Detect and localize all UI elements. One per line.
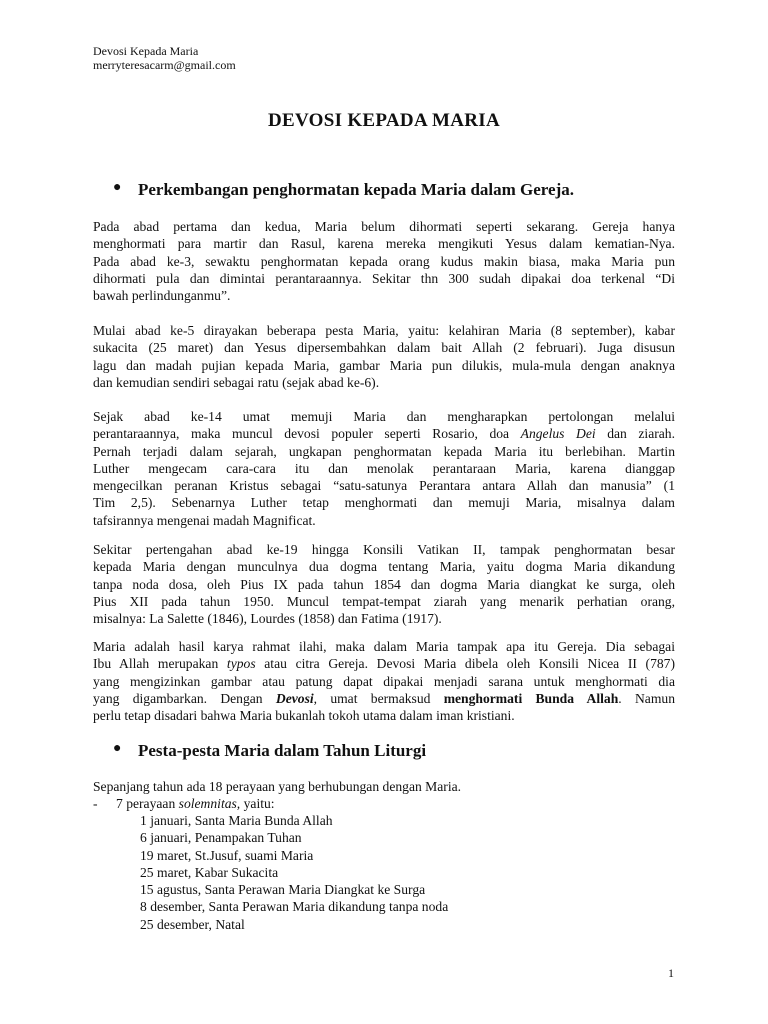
text-run: atau citra Gereja. Devosi Maria dibela oleh Konsili Nicea II (787) <box>255 656 676 672</box>
bold-phrase: menghormati Bunda Allah <box>443 690 619 706</box>
paragraph-line: menghormati para martir dan Rasul, karena mereka mengikuti Yesus dalam kematian-Nya. <box>93 236 675 252</box>
paragraph-line: dihormati pula dan dimintai perantaraannya. Sekitar thn 300 sudah dipakai doa terkenal “Di <box>93 270 675 286</box>
list-intro: Sepanjang tahun ada 18 perayaan yang berhubungan dengan Maria. <box>93 779 462 794</box>
text-run: Ibu Allah merupakan <box>93 656 227 672</box>
paragraph-line: tafsirannya mengenai madah Magnificat. <box>93 512 316 528</box>
paragraph-line <box>93 690 675 707</box>
feast-item: 15 agustus, Santa Perawan Maria Diangkat ke Surga <box>140 882 426 898</box>
section-heading-text: Perkembangan penghormatan kepada Maria dalam Gereja. <box>138 180 575 199</box>
feast-list <box>140 812 448 933</box>
text-run: yaitu: <box>240 796 275 811</box>
list-item <box>93 795 275 812</box>
paragraph-line: Maria adalah hasil karya rahmat ilahi, maka dalam Maria tampak apa itu Gereja. Dia sebagai <box>93 639 675 654</box>
paragraph-line: Pius XII pada tahun 1950. Muncul tempat-tempat ziarah yang menarik perhatian orang, <box>93 593 675 609</box>
section-heading-text: Pesta-pesta Maria dalam Tahun Liturgi <box>138 741 427 760</box>
paragraph-line: kepada Maria dengan munculnya dua dogma tentang Maria, yaitu dogma Maria dikandung <box>93 559 675 575</box>
paragraph-3 <box>93 408 675 529</box>
text-run: , umat bermaksud <box>313 690 444 706</box>
paragraph-line: Tim 2,5). Sebenarnya Luther tetap menghormati dan memuji Maria, misalnya dalam <box>93 495 675 511</box>
bullet-icon: ● <box>113 741 122 756</box>
bold-italic-term: Devosi <box>275 690 314 706</box>
paragraph-line <box>93 655 675 672</box>
paragraph-1 <box>93 218 675 304</box>
text-run: dan ziarah. <box>595 426 675 442</box>
paragraph-line: Mulai abad ke-5 dirayakan beberapa pesta Maria, yaitu: kelahiran Maria (8 september), kabar <box>93 323 675 338</box>
paragraph-5 <box>93 638 675 724</box>
paragraph-line: Pernah terjadi dalam sejarah, ungkapan penghormatan kepada Maria itu berlebihan. Martin <box>93 443 675 459</box>
bullet-icon: ● <box>113 180 122 195</box>
paragraph-line: Pada abad ke-3, sewaktu penghormatan kepada orang kudus makin biasa, maka Maria pun <box>93 253 675 269</box>
italic-term: Angelus Dei <box>520 426 596 442</box>
feast-item: 25 desember, Natal <box>140 916 245 932</box>
paragraph-2 <box>93 322 675 391</box>
paragraph-line: bawah perlindunganmu”. <box>93 288 231 304</box>
paragraph-4 <box>93 541 675 627</box>
paragraph-line: Luther mengecam cara-cara itu dan menolak perantaraan Maria, karena dianggap <box>93 460 675 476</box>
running-header <box>93 44 236 72</box>
feast-item: 1 januari, Santa Maria Bunda Allah <box>140 813 333 828</box>
paragraph-line: Pada abad pertama dan kedua, Maria belum dihormati seperti sekarang. Gereja hanya <box>93 219 675 234</box>
header-email: merryteresacarm@gmail.com <box>93 58 236 72</box>
paragraph-line: lagu dan madah pujian kepada Maria, gambar Maria pun dilukis, mula-mula dengan anaknya <box>93 357 675 373</box>
section-heading-2 <box>113 741 427 761</box>
page-title: DEVOSI KEPADA MARIA <box>268 110 500 131</box>
paragraph-line <box>93 425 675 442</box>
text-run: . Namun <box>618 690 675 706</box>
feast-item: 19 maret, St.Jusuf, suami Maria <box>140 847 314 863</box>
section-heading-1 <box>113 180 575 200</box>
paragraph-line: Sejak abad ke-14 umat memuji Maria dan mengharapkan pertolongan melalui <box>93 409 675 424</box>
page-number: 1 <box>668 966 674 980</box>
italic-term: typos <box>226 656 256 672</box>
paragraph-line: Sekitar pertengahan abad ke-19 hingga Konsili Vatikan II, tampak penghormatan besar <box>93 542 675 557</box>
header-doc-title: Devosi Kepada Maria <box>93 44 199 58</box>
feast-item: 8 desember, Santa Perawan Maria dikandung tanpa noda <box>140 899 449 915</box>
paragraph-line: perlu tetap disadari bahwa Maria bukanlah tokoh utama dalam iman kristiani. <box>93 708 515 724</box>
paragraph-line: mengecilkan peranan Kristus sebagai “satu-satunya Perantara antara Allah dan manusia” (1 <box>93 478 675 494</box>
text-run: perantaraannya, maka muncul devosi populer seperti Rosario, doa <box>93 426 521 442</box>
paragraph-line: sukacita (25 maret) dan Yesus dipersembahkan dalam bait Allah (2 februari). Juga disusun <box>93 340 675 356</box>
feast-item: 25 maret, Kabar Sukacita <box>140 864 279 880</box>
dash-marker: - <box>93 796 98 811</box>
paragraph-line: yang mengizinkan gambar atau patung dapat dipakai menjadi sarana untuk menghormati dia <box>93 673 675 689</box>
italic-term: solemnitas, <box>178 796 241 811</box>
paragraph-line: dan kemudian sendiri sebagai ratu (sejak abad ke-6). <box>93 374 380 390</box>
text-run: 7 perayaan <box>116 796 179 811</box>
paragraph-line: misalnya: La Salette (1846), Lourdes (1858) dan Fatima (1917). <box>93 611 442 627</box>
feast-item: 6 januari, Penampakan Tuhan <box>140 830 302 846</box>
text-run: yang digambarkan. Dengan <box>93 690 276 706</box>
paragraph-line: tanpa noda dosa, oleh Pius IX pada tahun 1854 dan dogma Maria diangkat ke surga, oleh <box>93 576 675 592</box>
